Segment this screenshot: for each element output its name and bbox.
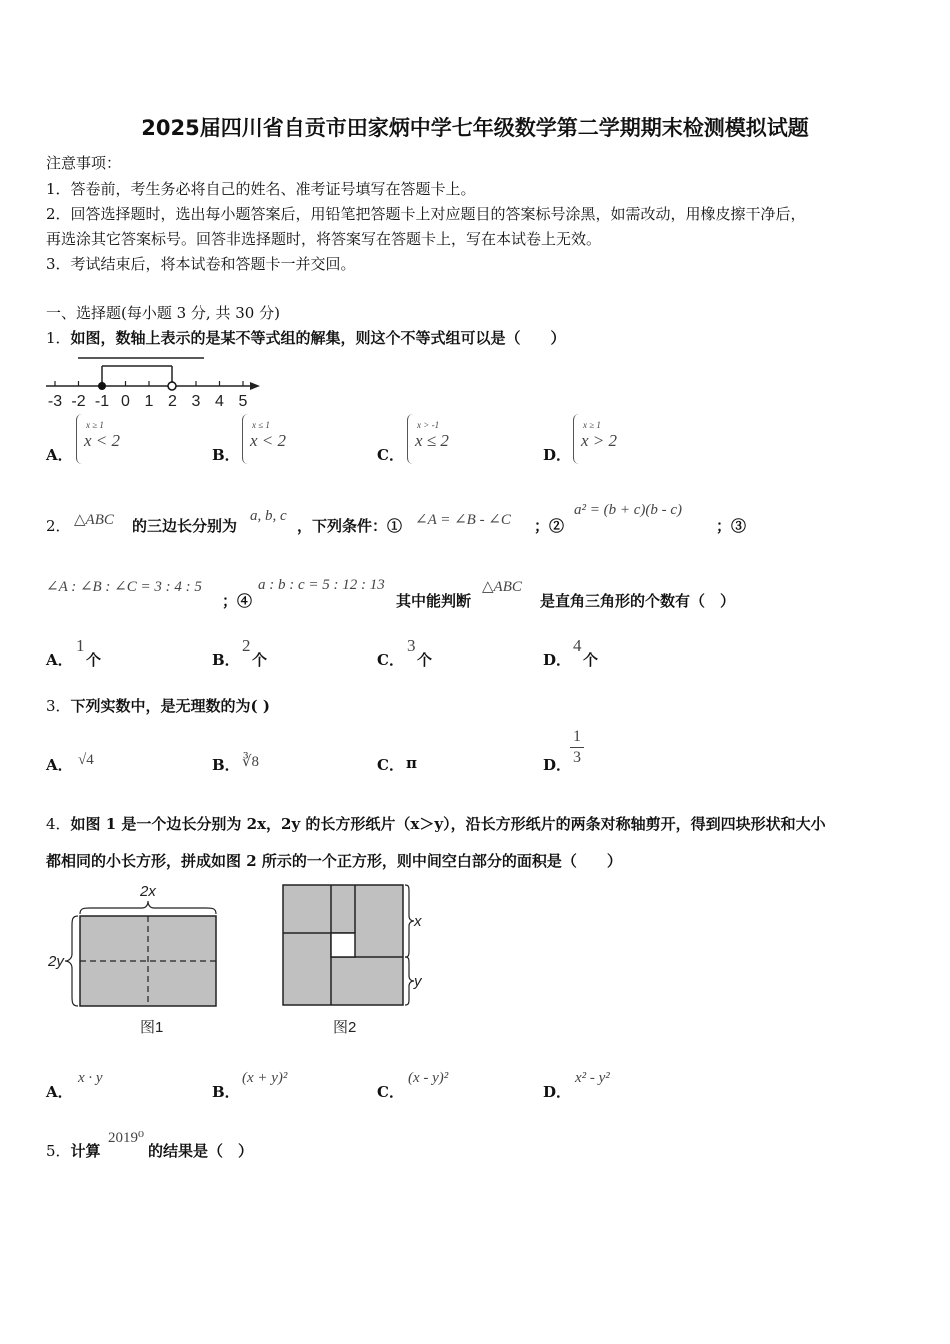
question-text: 计算: [70, 1142, 101, 1160]
notice-item: 3．考试结束后，将本试卷和答题卡一并交回。: [46, 255, 356, 273]
open-endpoint: [168, 382, 176, 390]
label-x: x: [414, 913, 422, 930]
option-value: 2: [242, 636, 251, 655]
option-unit: 个: [583, 651, 599, 669]
left-brace: [65, 916, 78, 1006]
option-value: 4: [573, 636, 582, 655]
option-label[interactable]: C．: [377, 651, 404, 669]
option-value: √4: [78, 752, 94, 768]
question-5: [46, 1140, 101, 1161]
question-text: 的三边长分别为: [132, 517, 238, 535]
axis-tick-label: 2: [168, 393, 177, 410]
option-label[interactable]: A．: [46, 1083, 73, 1101]
top-brace: [80, 901, 216, 914]
question-text: 其中能判断: [396, 592, 472, 610]
axis-tick-label: -1: [94, 393, 110, 410]
notice-item: 2．回答选择题时，选出每小题答案后，用铅笔把答题卡上对应题目的答案标号涂黑，如需改动，用橡皮擦干净后，: [46, 205, 806, 223]
question-number: 3．: [46, 697, 71, 715]
inequality-bottom: x < 2: [84, 431, 121, 450]
option-unit: 个: [417, 651, 433, 669]
inequality-bottom: x > 2: [581, 431, 618, 450]
option-label[interactable]: D．: [543, 756, 572, 774]
notice-item: 1．答卷前，考生务必将自己的姓名、准考证号填写在答题卡上。: [46, 180, 476, 198]
notice-heading: 注意事项：: [46, 154, 122, 172]
triangle-symbol: △ABC: [482, 579, 522, 595]
option-label[interactable]: C．: [377, 1083, 404, 1101]
option-value: x · y: [78, 1070, 103, 1086]
axis-tick-label: -2: [71, 393, 86, 410]
inequality-top: x > -1: [417, 420, 440, 430]
right-brace-y: [405, 957, 414, 1005]
triangle-symbol: △ABC: [74, 512, 114, 528]
question-4: [46, 813, 826, 834]
left-brace: [573, 414, 579, 464]
axis-tick-label: 0: [121, 393, 130, 410]
figure-caption: 图2: [333, 1019, 357, 1036]
axis-tick-label: 5: [238, 393, 248, 410]
label-2y: 2y: [48, 953, 64, 970]
option-value: (x + y)²: [242, 1070, 288, 1086]
question-text: ；③: [716, 517, 747, 535]
option-label[interactable]: D．: [543, 1083, 572, 1101]
inequality-top: x ≤ 1: [252, 420, 270, 430]
axis-arrow: [250, 382, 260, 390]
axis-tick-label: -3: [47, 393, 63, 410]
question-text: 如图，数轴上表示的是某不等式组的解集，则这个不等式组可以是（ ）: [70, 329, 566, 347]
question-text: 如图 1 是一个边长分别为 2x，2y 的长方形纸片（x＞y），沿长方形纸片的两条对称轴剪开，得到四块形状和大小: [70, 815, 826, 833]
condition-2: a² = (b + c)(b - c): [574, 502, 683, 518]
center-blank-square: [331, 933, 355, 957]
option-label[interactable]: B．: [212, 756, 240, 774]
condition-1: ∠A = ∠B - ∠C: [415, 512, 511, 528]
question-text: ，下列条件：①: [297, 517, 403, 535]
question-number: 4．: [46, 815, 71, 833]
option-value: 3: [407, 636, 416, 655]
option-label[interactable]: D．: [543, 651, 572, 669]
question-text: 的结果是（ ）: [148, 1142, 254, 1160]
right-brace-x: [405, 885, 414, 957]
side-variables: a, b, c: [250, 508, 287, 524]
fraction-numerator: 1: [570, 727, 584, 748]
question-text: 都相同的小长方形，拼成如图 2 所示的一个正方形，则中间空白部分的面积是（ ）: [46, 852, 622, 870]
option-label[interactable]: D．: [543, 446, 572, 464]
question-number: 2．: [46, 517, 71, 535]
option-label[interactable]: A．: [46, 651, 73, 669]
question-1: [46, 327, 566, 348]
question-text: 是直角三角形的个数有（ ）: [540, 592, 736, 610]
question-3: [46, 695, 270, 716]
option-label[interactable]: A．: [46, 446, 73, 464]
question-text: 下列实数中，是无理数的为( ): [70, 697, 270, 715]
condition-3: ∠A : ∠B : ∠C = 3 : 4 : 5: [46, 579, 202, 595]
option-label[interactable]: A．: [46, 756, 73, 774]
number-line-figure: [44, 352, 264, 412]
option-label[interactable]: B．: [212, 1083, 240, 1101]
question-text: ；②: [534, 517, 565, 535]
left-brace: [407, 414, 413, 464]
inequality-bottom: x < 2: [250, 431, 287, 450]
axis-tick-label: 1: [144, 393, 154, 410]
label-y: y: [414, 973, 422, 990]
inequality-bottom: x ≤ 2: [415, 431, 449, 450]
expression-2019-power-0: 2019⁰: [108, 1130, 145, 1146]
left-brace: [76, 414, 82, 464]
fraction-denominator: 3: [573, 749, 581, 766]
option-label[interactable]: C．: [377, 446, 404, 464]
question-text: ；④: [222, 592, 253, 610]
option-value: x² - y²: [575, 1070, 610, 1086]
option-value: 1: [76, 636, 85, 655]
closed-endpoint: [98, 382, 106, 390]
section-heading: 一、选择题(每小题 3 分, 共 30 分): [46, 304, 280, 322]
axis-tick-label: 4: [215, 393, 224, 410]
option-value: π: [406, 754, 417, 772]
option-label[interactable]: C．: [377, 756, 404, 774]
axis-tick-label: 3: [191, 393, 201, 410]
figure-1: [44, 880, 244, 1045]
page-title: 2025届四川省自贡市田家炳中学七年级数学第二学期期末检测模拟试题: [141, 116, 809, 140]
condition-4: a : b : c = 5 : 12 : 13: [258, 577, 385, 593]
notice-item: 再选涂其它答案标号。回答非选择题时，将答案写在答题卡上，写在本试卷上无效。: [46, 230, 602, 248]
option-value: (x - y)²: [408, 1070, 449, 1086]
option-unit: 个: [86, 651, 102, 669]
option-unit: 个: [252, 651, 268, 669]
fraction-one-third: [570, 727, 584, 768]
figure-2: [278, 880, 428, 1045]
left-brace: [242, 414, 248, 464]
question-number: 1．: [46, 329, 71, 347]
figure-caption: 图1: [140, 1019, 164, 1036]
inequality-top: x ≥ 1: [583, 420, 601, 430]
question-number: 5．: [46, 1142, 71, 1160]
option-label[interactable]: B．: [212, 651, 240, 669]
option-label[interactable]: B．: [212, 446, 240, 464]
option-value: ∛8: [242, 754, 260, 770]
inequality-top: x ≥ 1: [86, 420, 104, 430]
label-2x: 2x: [140, 883, 156, 900]
